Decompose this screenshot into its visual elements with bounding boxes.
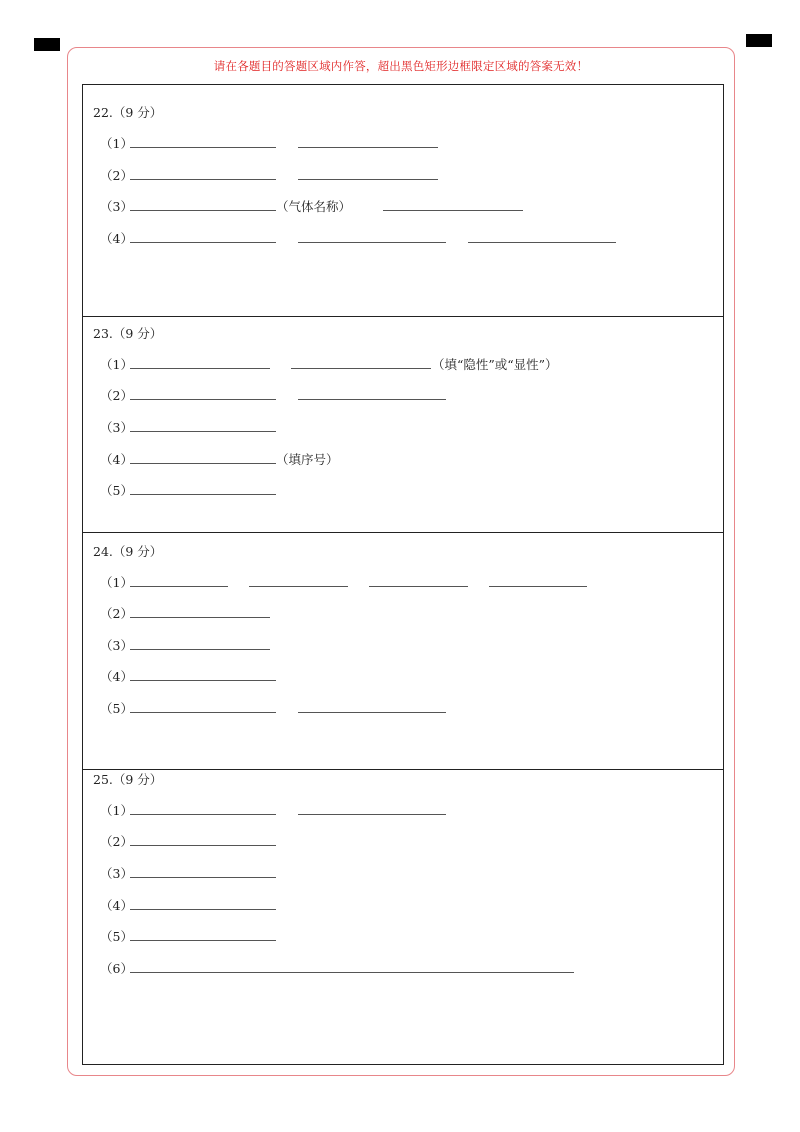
question-24-title: 24.（9 分） <box>93 544 163 559</box>
row-number: （2） <box>100 388 133 403</box>
answer-blank[interactable] <box>130 814 276 815</box>
answer-blank[interactable] <box>130 368 270 369</box>
row-number: （5） <box>100 701 133 716</box>
row-number: （5） <box>100 483 133 498</box>
answer-blank[interactable] <box>130 712 276 713</box>
answer-blank[interactable] <box>298 399 446 400</box>
row-number: （4） <box>100 231 133 246</box>
answer-blank[interactable] <box>468 242 616 243</box>
answer-blank[interactable] <box>130 147 276 148</box>
row-number: （1） <box>100 136 133 151</box>
alignment-marker-right <box>746 34 772 47</box>
question-22-title: 22.（9 分） <box>93 105 163 120</box>
answer-blank[interactable] <box>130 877 276 878</box>
answer-blank[interactable] <box>130 940 276 941</box>
row-number: （5） <box>100 929 133 944</box>
answer-blank[interactable] <box>130 586 228 587</box>
answer-blank[interactable] <box>130 463 276 464</box>
hint-note: （气体名称） <box>276 199 352 214</box>
warning-text: 请在各题目的答题区域内作答，超出黑色矩形边框限定区域的答案无效！ <box>213 59 589 73</box>
answer-blank[interactable] <box>130 431 276 432</box>
question-24-box <box>82 532 724 770</box>
hint-note: （填“隐性”或“显性”） <box>432 357 558 372</box>
answer-blank[interactable] <box>298 712 446 713</box>
answer-blank[interactable] <box>369 586 468 587</box>
answer-blank[interactable] <box>130 972 574 973</box>
answer-blank[interactable] <box>130 399 276 400</box>
answer-blank[interactable] <box>130 617 270 618</box>
row-number: （3） <box>100 420 133 435</box>
row-number: （3） <box>100 638 133 653</box>
question-23-title: 23.（9 分） <box>93 326 163 341</box>
row-number: （6） <box>100 961 133 976</box>
question-22-box <box>82 84 724 317</box>
alignment-marker-left <box>34 38 60 51</box>
answer-blank[interactable] <box>130 680 276 681</box>
row-number: （2） <box>100 834 133 849</box>
row-number: （4） <box>100 669 133 684</box>
row-number: （4） <box>100 452 133 467</box>
question-25-title: 25.（9 分） <box>93 772 163 787</box>
row-number: （2） <box>100 168 133 183</box>
answer-blank[interactable] <box>130 494 276 495</box>
hint-note: （填序号） <box>276 452 339 467</box>
answer-blank[interactable] <box>489 586 587 587</box>
row-number: （4） <box>100 898 133 913</box>
answer-blank[interactable] <box>130 649 270 650</box>
row-number: （1） <box>100 803 133 818</box>
row-number: （3） <box>100 866 133 881</box>
answer-blank[interactable] <box>130 845 276 846</box>
question-25-box <box>82 769 724 1065</box>
answer-blank[interactable] <box>130 210 276 211</box>
answer-blank[interactable] <box>298 814 446 815</box>
answer-blank[interactable] <box>383 210 523 211</box>
answer-blank[interactable] <box>298 147 438 148</box>
row-number: （1） <box>100 357 133 372</box>
row-number: （2） <box>100 606 133 621</box>
row-number: （3） <box>100 199 133 214</box>
row-number: （1） <box>100 575 133 590</box>
answer-blank[interactable] <box>298 179 438 180</box>
question-23-box <box>82 316 724 533</box>
answer-blank[interactable] <box>130 242 276 243</box>
answer-blank[interactable] <box>291 368 431 369</box>
answer-blank[interactable] <box>298 242 446 243</box>
answer-blank[interactable] <box>249 586 348 587</box>
answer-blank[interactable] <box>130 909 276 910</box>
answer-blank[interactable] <box>130 179 276 180</box>
